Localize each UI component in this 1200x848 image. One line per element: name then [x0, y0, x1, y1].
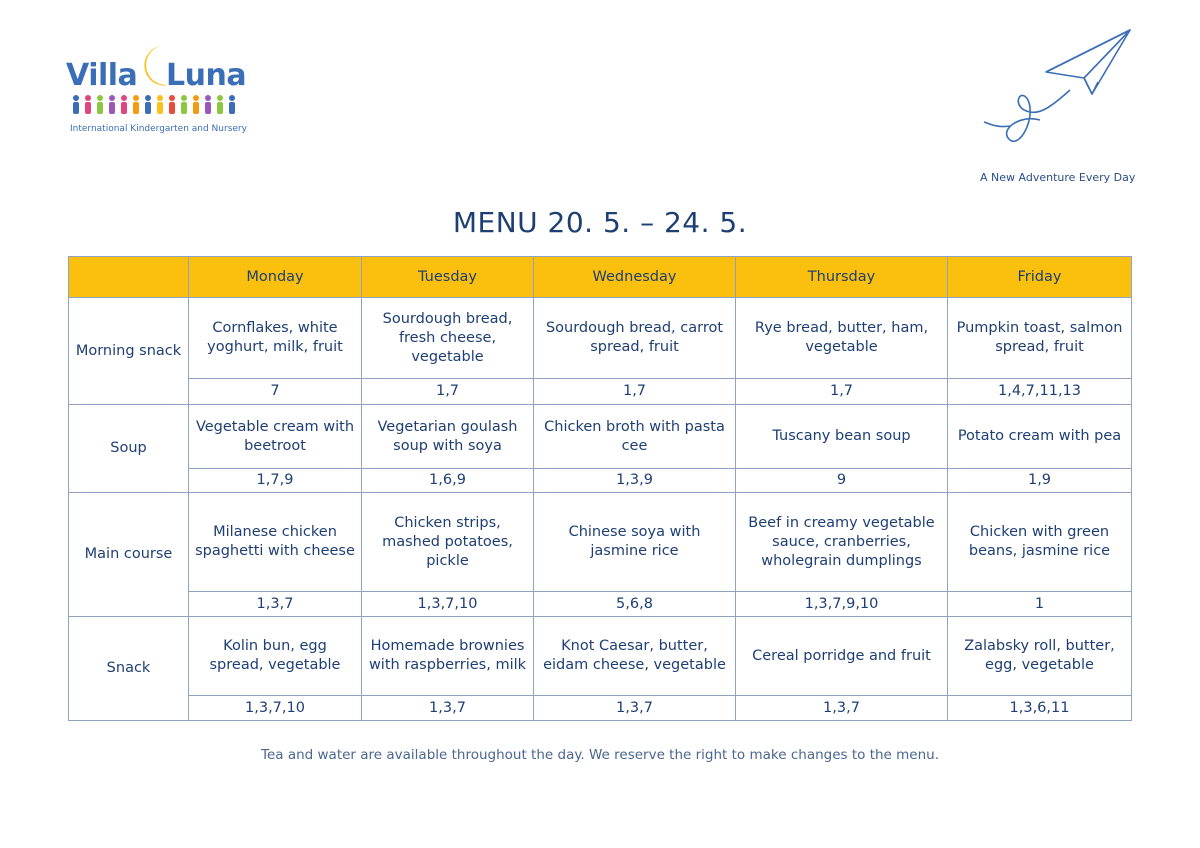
menu-table: [68, 256, 1132, 721]
allergen-cell: 1,7: [362, 379, 534, 405]
meal-cell: Knot Caesar, butter, eidam cheese, vegetable: [534, 617, 736, 696]
allergen-cell: 1,3,7: [189, 592, 362, 617]
meal-cell: Chinese soya with jasmine rice: [534, 493, 736, 592]
allergen-cell: 1: [948, 592, 1132, 617]
allergen-cell: 1,3,7: [534, 696, 736, 721]
meal-cell: Homemade brownies with raspberries, milk: [362, 617, 534, 696]
allergen-cell: 1,3,7: [362, 696, 534, 721]
meal-row: [69, 617, 1132, 696]
meal-cell: Cereal porridge and fruit: [736, 617, 948, 696]
meal-cell: Vegetable cream with beetroot: [189, 405, 362, 469]
paper-plane-icon: [980, 28, 1140, 158]
allergen-cell: 5,6,8: [534, 592, 736, 617]
meal-cell: Beef in creamy vegetable sauce, cranberries, wholegrain dumplings: [736, 493, 948, 592]
allergen-row: [69, 469, 1132, 493]
children-row-icon: [70, 94, 240, 116]
header-row: [69, 257, 1132, 298]
meal-cell: Rye bread, butter, ham, vegetable: [736, 298, 948, 379]
meal-row: [69, 298, 1132, 379]
allergen-cell: 1,7: [736, 379, 948, 405]
meal-cell: Tuscany bean soup: [736, 405, 948, 469]
day-header: Thursday: [736, 257, 948, 298]
meal-cell: Milanese chicken spaghetti with cheese: [189, 493, 362, 592]
day-header: Friday: [948, 257, 1132, 298]
corner-cell: [69, 257, 189, 298]
meal-row: [69, 405, 1132, 469]
meal-cell: Cornflakes, white yoghurt, milk, fruit: [189, 298, 362, 379]
allergen-cell: 1,3,6,11: [948, 696, 1132, 721]
logo-brand-right: Luna: [166, 58, 247, 93]
meal-cell: Chicken with green beans, jasmine rice: [948, 493, 1132, 592]
allergen-cell: 1,3,7: [736, 696, 948, 721]
allergen-cell: 7: [189, 379, 362, 405]
meal-cell: Chicken strips, mashed potatoes, pickle: [362, 493, 534, 592]
allergen-cell: 1,3,7,10: [189, 696, 362, 721]
allergen-row: [69, 592, 1132, 617]
allergen-cell: 1,7: [534, 379, 736, 405]
meal-label: Soup: [69, 405, 189, 493]
villa-luna-logo: [66, 42, 246, 142]
meal-label: Main course: [69, 493, 189, 617]
meal-cell: Sourdough bread, fresh cheese, vegetable: [362, 298, 534, 379]
allergen-cell: 1,4,7,11,13: [948, 379, 1132, 405]
allergen-cell: 1,3,9: [534, 469, 736, 493]
meal-cell: Pumpkin toast, salmon spread, fruit: [948, 298, 1132, 379]
logo-tagline: International Kindergarten and Nursery: [70, 124, 247, 134]
meal-cell: Kolin bun, egg spread, vegetable: [189, 617, 362, 696]
meal-cell: Zalabsky roll, butter, egg, vegetable: [948, 617, 1132, 696]
meal-cell: Vegetarian goulash soup with soya: [362, 405, 534, 469]
allergen-cell: 1,3,7,10: [362, 592, 534, 617]
day-header: Wednesday: [534, 257, 736, 298]
allergen-cell: 9: [736, 469, 948, 493]
allergen-cell: 1,7,9: [189, 469, 362, 493]
allergen-cell: 1,6,9: [362, 469, 534, 493]
allergen-row: [69, 379, 1132, 405]
allergen-cell: 1,3,7,9,10: [736, 592, 948, 617]
meal-label: Morning snack: [69, 298, 189, 405]
meal-row: [69, 493, 1132, 592]
allergen-cell: 1,9: [948, 469, 1132, 493]
day-header: Tuesday: [362, 257, 534, 298]
meal-cell: Sourdough bread, carrot spread, fruit: [534, 298, 736, 379]
logo-brand-left: Villa: [66, 58, 138, 93]
day-header: Monday: [189, 257, 362, 298]
allergen-row: [69, 696, 1132, 721]
slogan: A New Adventure Every Day: [980, 171, 1136, 184]
footer-note: Tea and water are available throughout the day. We reserve the right to make changes to the menu.: [261, 747, 939, 763]
meal-cell: Potato cream with pea: [948, 405, 1132, 469]
page-title: MENU 20. 5. – 24. 5.: [452, 206, 748, 239]
meal-label: Snack: [69, 617, 189, 721]
meal-cell: Chicken broth with pasta cee: [534, 405, 736, 469]
